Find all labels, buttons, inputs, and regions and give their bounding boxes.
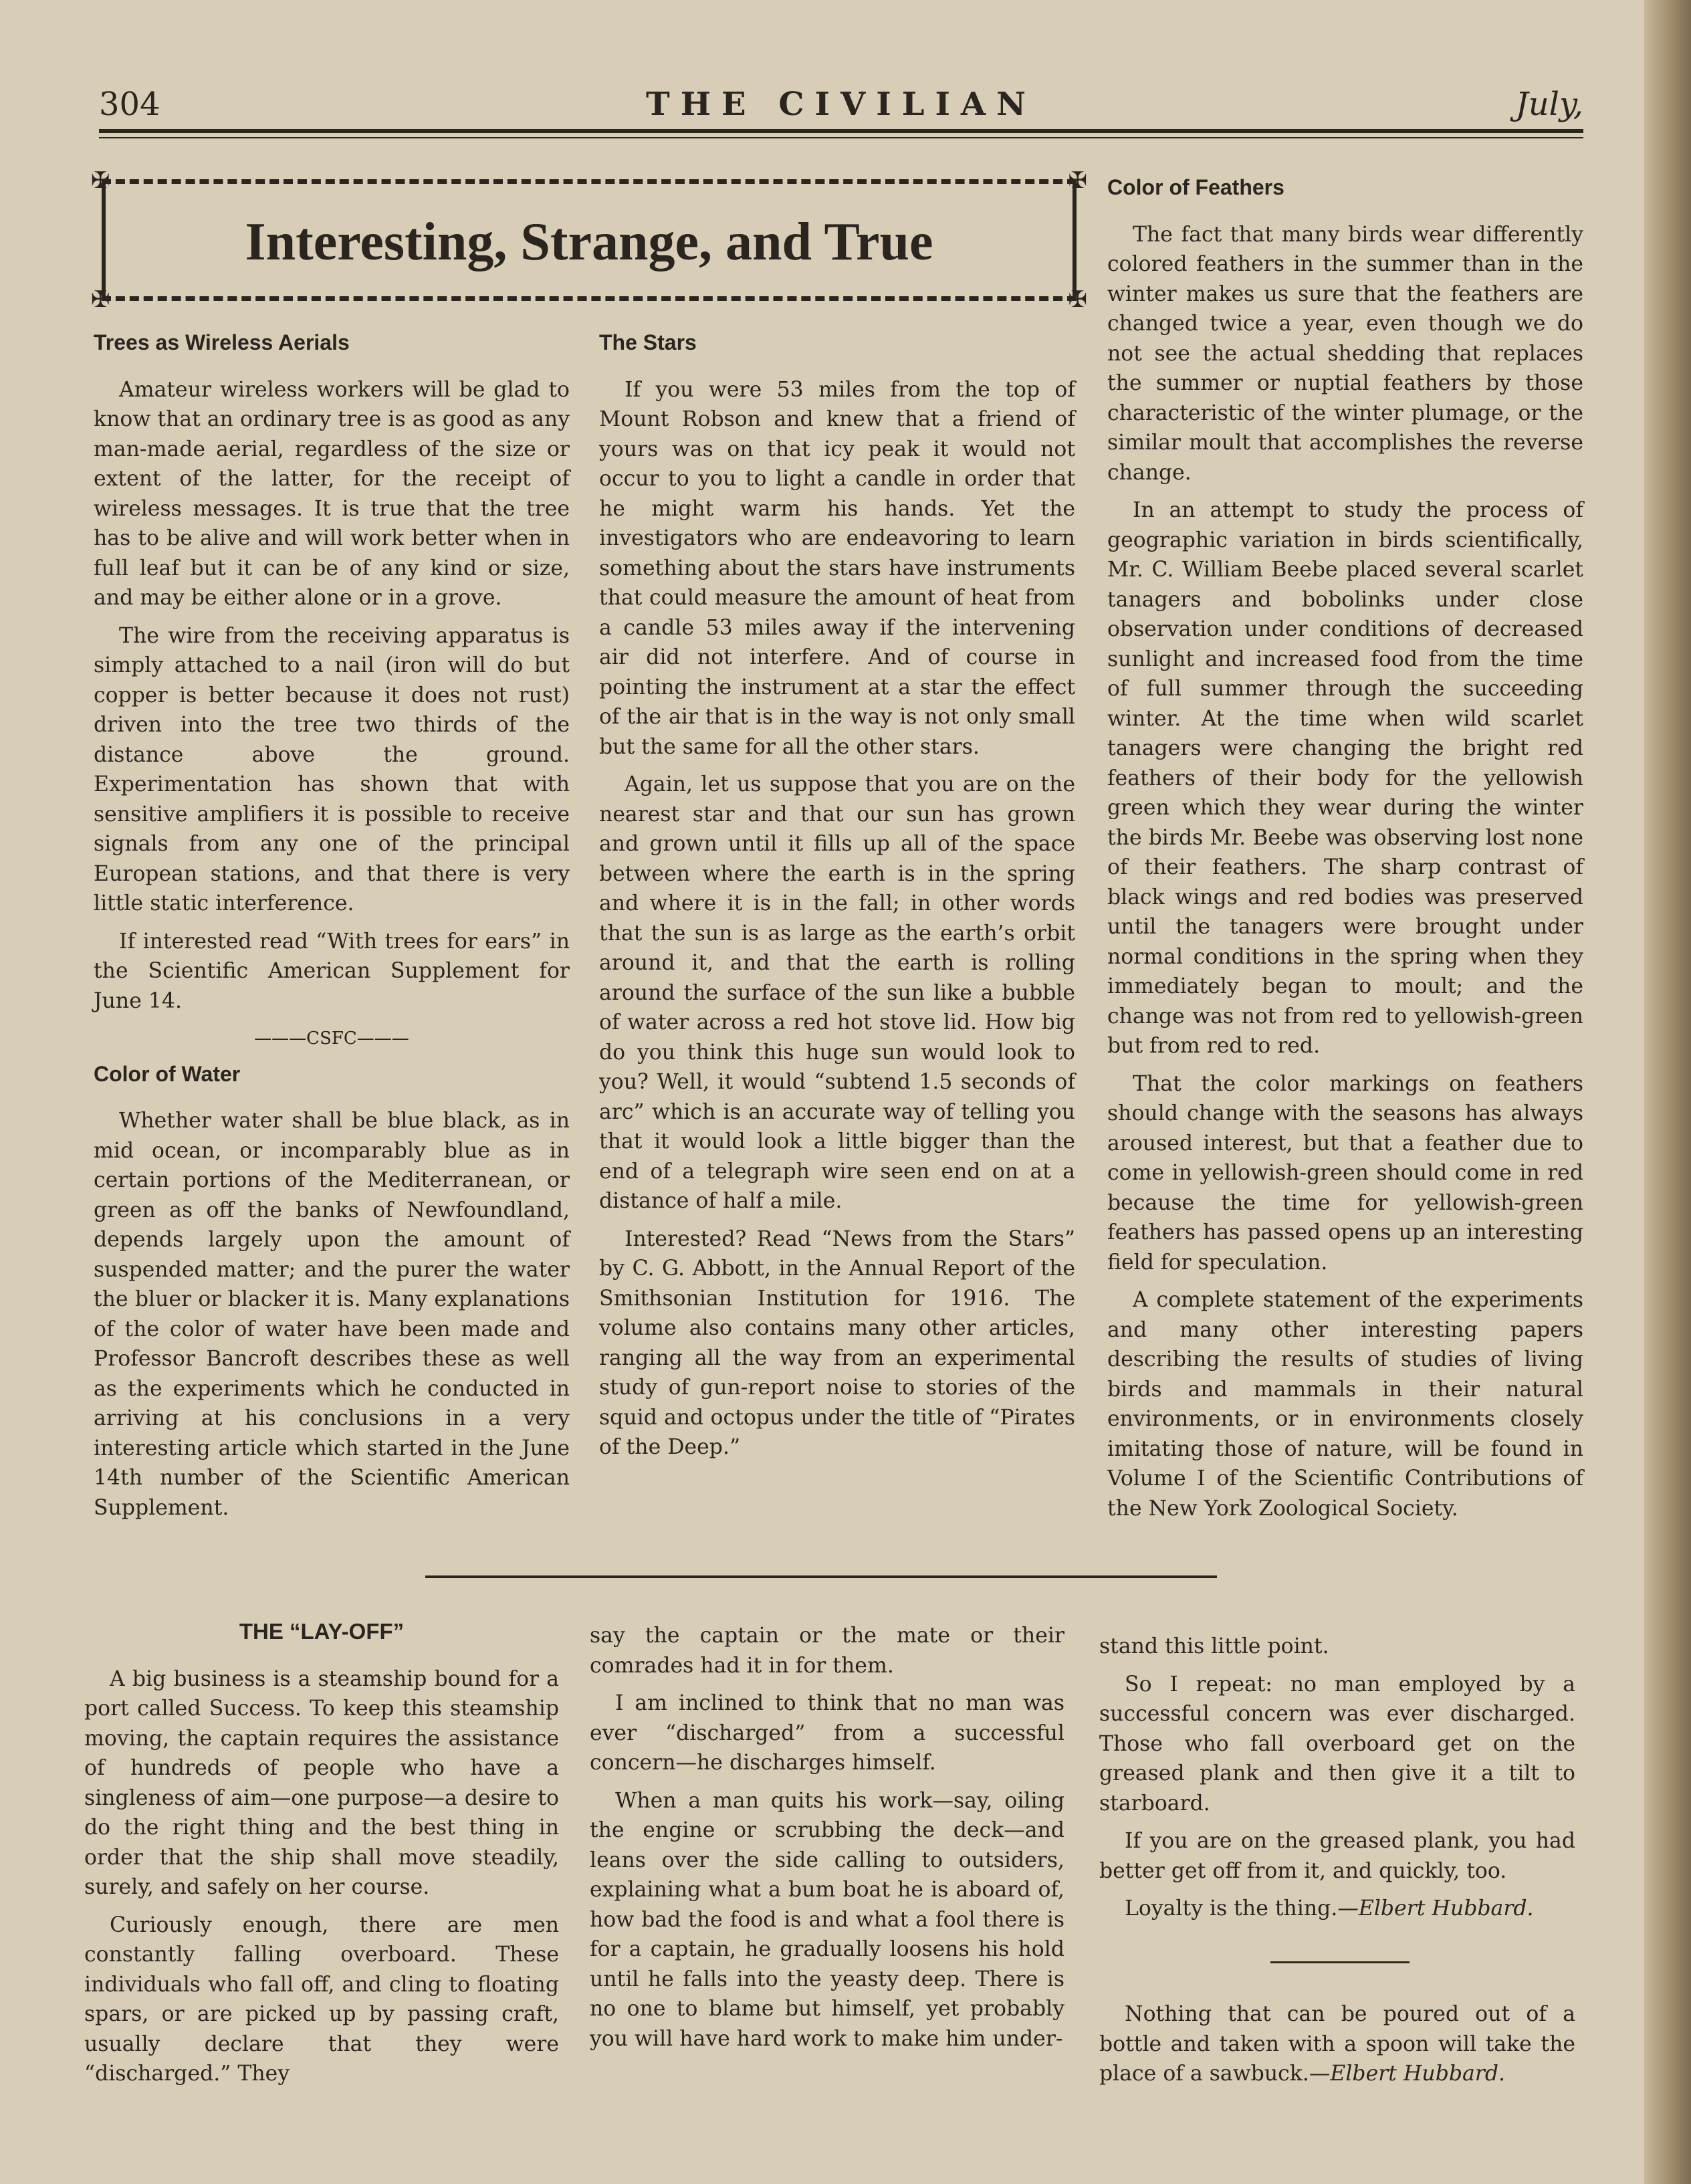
- paragraph: Interested? Read “News from the Stars” by C. G. Abbott, in the Annual Report of the Smithsonian Institution for 1916. The volume also contains many other articles, ranging all the way from an experimental study of gun-report noise to stories of the squid and octopus under the title of “Pirates of the Deep.”: [599, 1226, 1075, 1459]
- paragraph: The fact that many birds wear differently colored feathers in the summer than in the winter makes us sure that the feathers are changed twice a year, even though we do not see the actual shedding that replaces the summer or nuptial feathers by those characteristic of the winter plumage, or the similar moult that accomplishes the reverse change.: [1107, 222, 1583, 485]
- column-feathers: [1107, 173, 1583, 1523]
- column-stars: [599, 328, 1075, 1462]
- quote-divider: [1270, 1961, 1410, 1963]
- article-heading-water: Color of Water: [94, 1061, 241, 1086]
- paragraph: The wire from the receiving apparatus is simply attached to a nail (iron will do but copper is better because it does not rust) driven into the tree two thirds of the distance above the ground. Experimentation has shown that with sensitive amplifiers it is possible to receive signals from any one of the principal European stations, and that there is very little static interference.: [94, 623, 570, 915]
- paragraph: Curiously enough, there are men constantly falling overboard. These individuals who fall off, and cling to floating spars, or are picked up by passing craft, usually declare that they were “discharged.” They: [84, 1913, 559, 2086]
- paragraph: That the color markings on feathers should change with the seasons has always aroused interest, but that a feather due to come in yellowish-green should come in red because the time for yellowish-green feathers has passed opens up an interesting field for speculation.: [1107, 1071, 1583, 1275]
- quote-text: Nothing that can be poured out of a bottle and taken with a spoon will take the place of a sawbuck.: [1099, 2002, 1575, 2086]
- page-edge-shadow: [1644, 0, 1691, 2184]
- column-layoff-2: [590, 1621, 1064, 2054]
- section-title-box: [91, 167, 1087, 313]
- paragraph: So I repeat: no man employed by a successful concern was ever discharged. Those who fall overboard get on the greased plank and then give it a tilt to starboard.: [1099, 1672, 1575, 1816]
- paragraph: say the captain or the mate or their comrades had it in for them.: [590, 1624, 1064, 1678]
- header-rule-thin: [99, 137, 1583, 138]
- article-heading-trees: Trees as Wireless Aerials: [94, 330, 350, 354]
- article-heading-feathers: Color of Feathers: [1107, 175, 1284, 199]
- paragraph: I am inclined to think that no man was ever “discharged” from a successful concern—he discharges himself.: [590, 1691, 1064, 1775]
- section-separator: ———CSFC———: [254, 1028, 409, 1049]
- paragraph: If interested read “With trees for ears” in the Scientific American Supplement for June 14.: [94, 929, 570, 1013]
- paragraph: stand this little point.: [1099, 1634, 1329, 1658]
- paragraph: When a man quits his work—say, oiling the engine or scrubbing the deck—and leans over the side calling to outsiders, explaining what a bum boat he is aboard of, how bad the food is and what a fool there is for a captain, he gradually loosens his hold until he falls into the yeasty deep. There is no one to blame but himself, yet probably you will have hard work to make him under-: [590, 1788, 1064, 2051]
- column-layoff-1: [84, 1617, 559, 2089]
- section-title: Interesting, Strange, and True: [245, 213, 933, 271]
- header-rule-thick: [99, 129, 1583, 133]
- paragraph: In an attempt to study the process of geographic variation in birds scientifically, Mr. C. William Beebe placed several scarlet tanagers and bobolinks under close observation under conditions of decreased sunlight and increased food from the time of full summer through the succeeding winter. At the time when wild scarlet tanagers were changing the bright red feathers of their body for the yellowish green which they wear during the winter the birds Mr. Beebe was observing lost none of their feathers. The sharp contrast of black wings and red bodies was preserved until the tanagers were brought under normal conditions in the spring when they immediately began to moult; and the change was not from red to yellowish-green but from red to red.: [1107, 498, 1583, 1058]
- column-layoff-3: [1099, 1632, 1575, 1924]
- article-heading-layoff: THE “LAY-OFF”: [239, 1619, 405, 1644]
- bottle-quote: [1099, 1999, 1575, 2089]
- column-bottle-quote: [1099, 1999, 1575, 2089]
- corner-ornament-icon: ✠: [1068, 167, 1087, 194]
- corner-ornament-icon: ✠: [91, 167, 110, 194]
- section-divider: [425, 1575, 1217, 1578]
- paragraph: A complete statement of the experiments and many other interesting papers describing the results of studies of living birds and mammals in their natural environments, or in environments closely imitating those of nature, will be found in Volume I of the Scientific Contributions of the New York Zoological Society.: [1107, 1288, 1583, 1521]
- paragraph: Amateur wireless workers will be glad to know that an ordinary tree is as good as any man-made aerial, regardless of the size or extent of the latter, for the receipt of wireless messages. It is true that the tree has to be alive and will work better when in full leaf but it can be of any kind or size, and may be either alone or in a grove.: [94, 377, 570, 610]
- corner-ornament-icon: ✠: [1068, 286, 1087, 313]
- column-trees-water: [94, 328, 570, 1523]
- issue-month: July,: [1515, 86, 1583, 123]
- publication-title: THE CIVILIAN: [645, 86, 1037, 123]
- paragraph: A big business is a steamship bound for a port called Success. To keep this steamship moving, the captain requires the assistance of hundreds of people who have a singleness of aim—one purpose—a desire to do the right thing and the best thing in order that the ship shall move steadily, surely, and safely on her course.: [84, 1666, 559, 1899]
- article-heading-stars: The Stars: [599, 330, 697, 354]
- paragraph: If you are on the greased plank, you had better get off from it, and quickly, too.: [1099, 1829, 1575, 1883]
- paragraph: If you were 53 miles from the top of Mount Robson and knew that a friend of yours was on that icy peak it would not occur to you to light a candle in order that he might warm his hands. Yet the investigators who are endeavoring to learn something about the stars have instruments that could measure the amount of heat from a candle 53 miles away if the intervening air did not interfere. And of course in pointing the instrument at a star the effect of the air that is in the way is not only small but the same for all the other stars.: [599, 377, 1075, 759]
- page-header: [99, 86, 1583, 126]
- corner-ornament-icon: ✠: [91, 286, 110, 313]
- quote-text: Loyalty is the thing.: [1125, 1896, 1338, 1921]
- paragraph: Again, let us suppose that you are on the nearest star and that our sun has grown and grown until it fills up all of the space between where the earth is in the spring and where it is in the fall; in other words that the sun is as large as the earth’s orbit around it, and that the earth is rolling around the surface of the sun like a bubble of water across a red hot stove lid. How big do you think this huge sun would look to you? Well, it would “subtend 1.5 seconds of arc” which is an accurate way of telling you that it would look a little bigger than the end of a telegraph wire seen end on at a distance of half a mile.: [599, 772, 1075, 1213]
- quote-author: —Elbert Hubbard.: [1337, 1896, 1534, 1921]
- loyalty-quote: [1099, 1894, 1575, 1924]
- paragraph: Whether water shall be blue black, as in mid ocean, or incomparably blue as in certain portions of the Mediterranean, or green as off the banks of Newfoundland, depends largely upon the amount of suspended matter; and the purer the water the bluer or blacker it is. Many explanations of the color of water have been made and Professor Bancroft describes these as well as the experiments which he conducted in arriving at his conclusions in a very interesting article which started in the June 14th number of the Scientific American Supplement.: [94, 1109, 570, 1520]
- quote-author: —Elbert Hubbard.: [1309, 2062, 1506, 2086]
- page-number: 304: [99, 86, 160, 123]
